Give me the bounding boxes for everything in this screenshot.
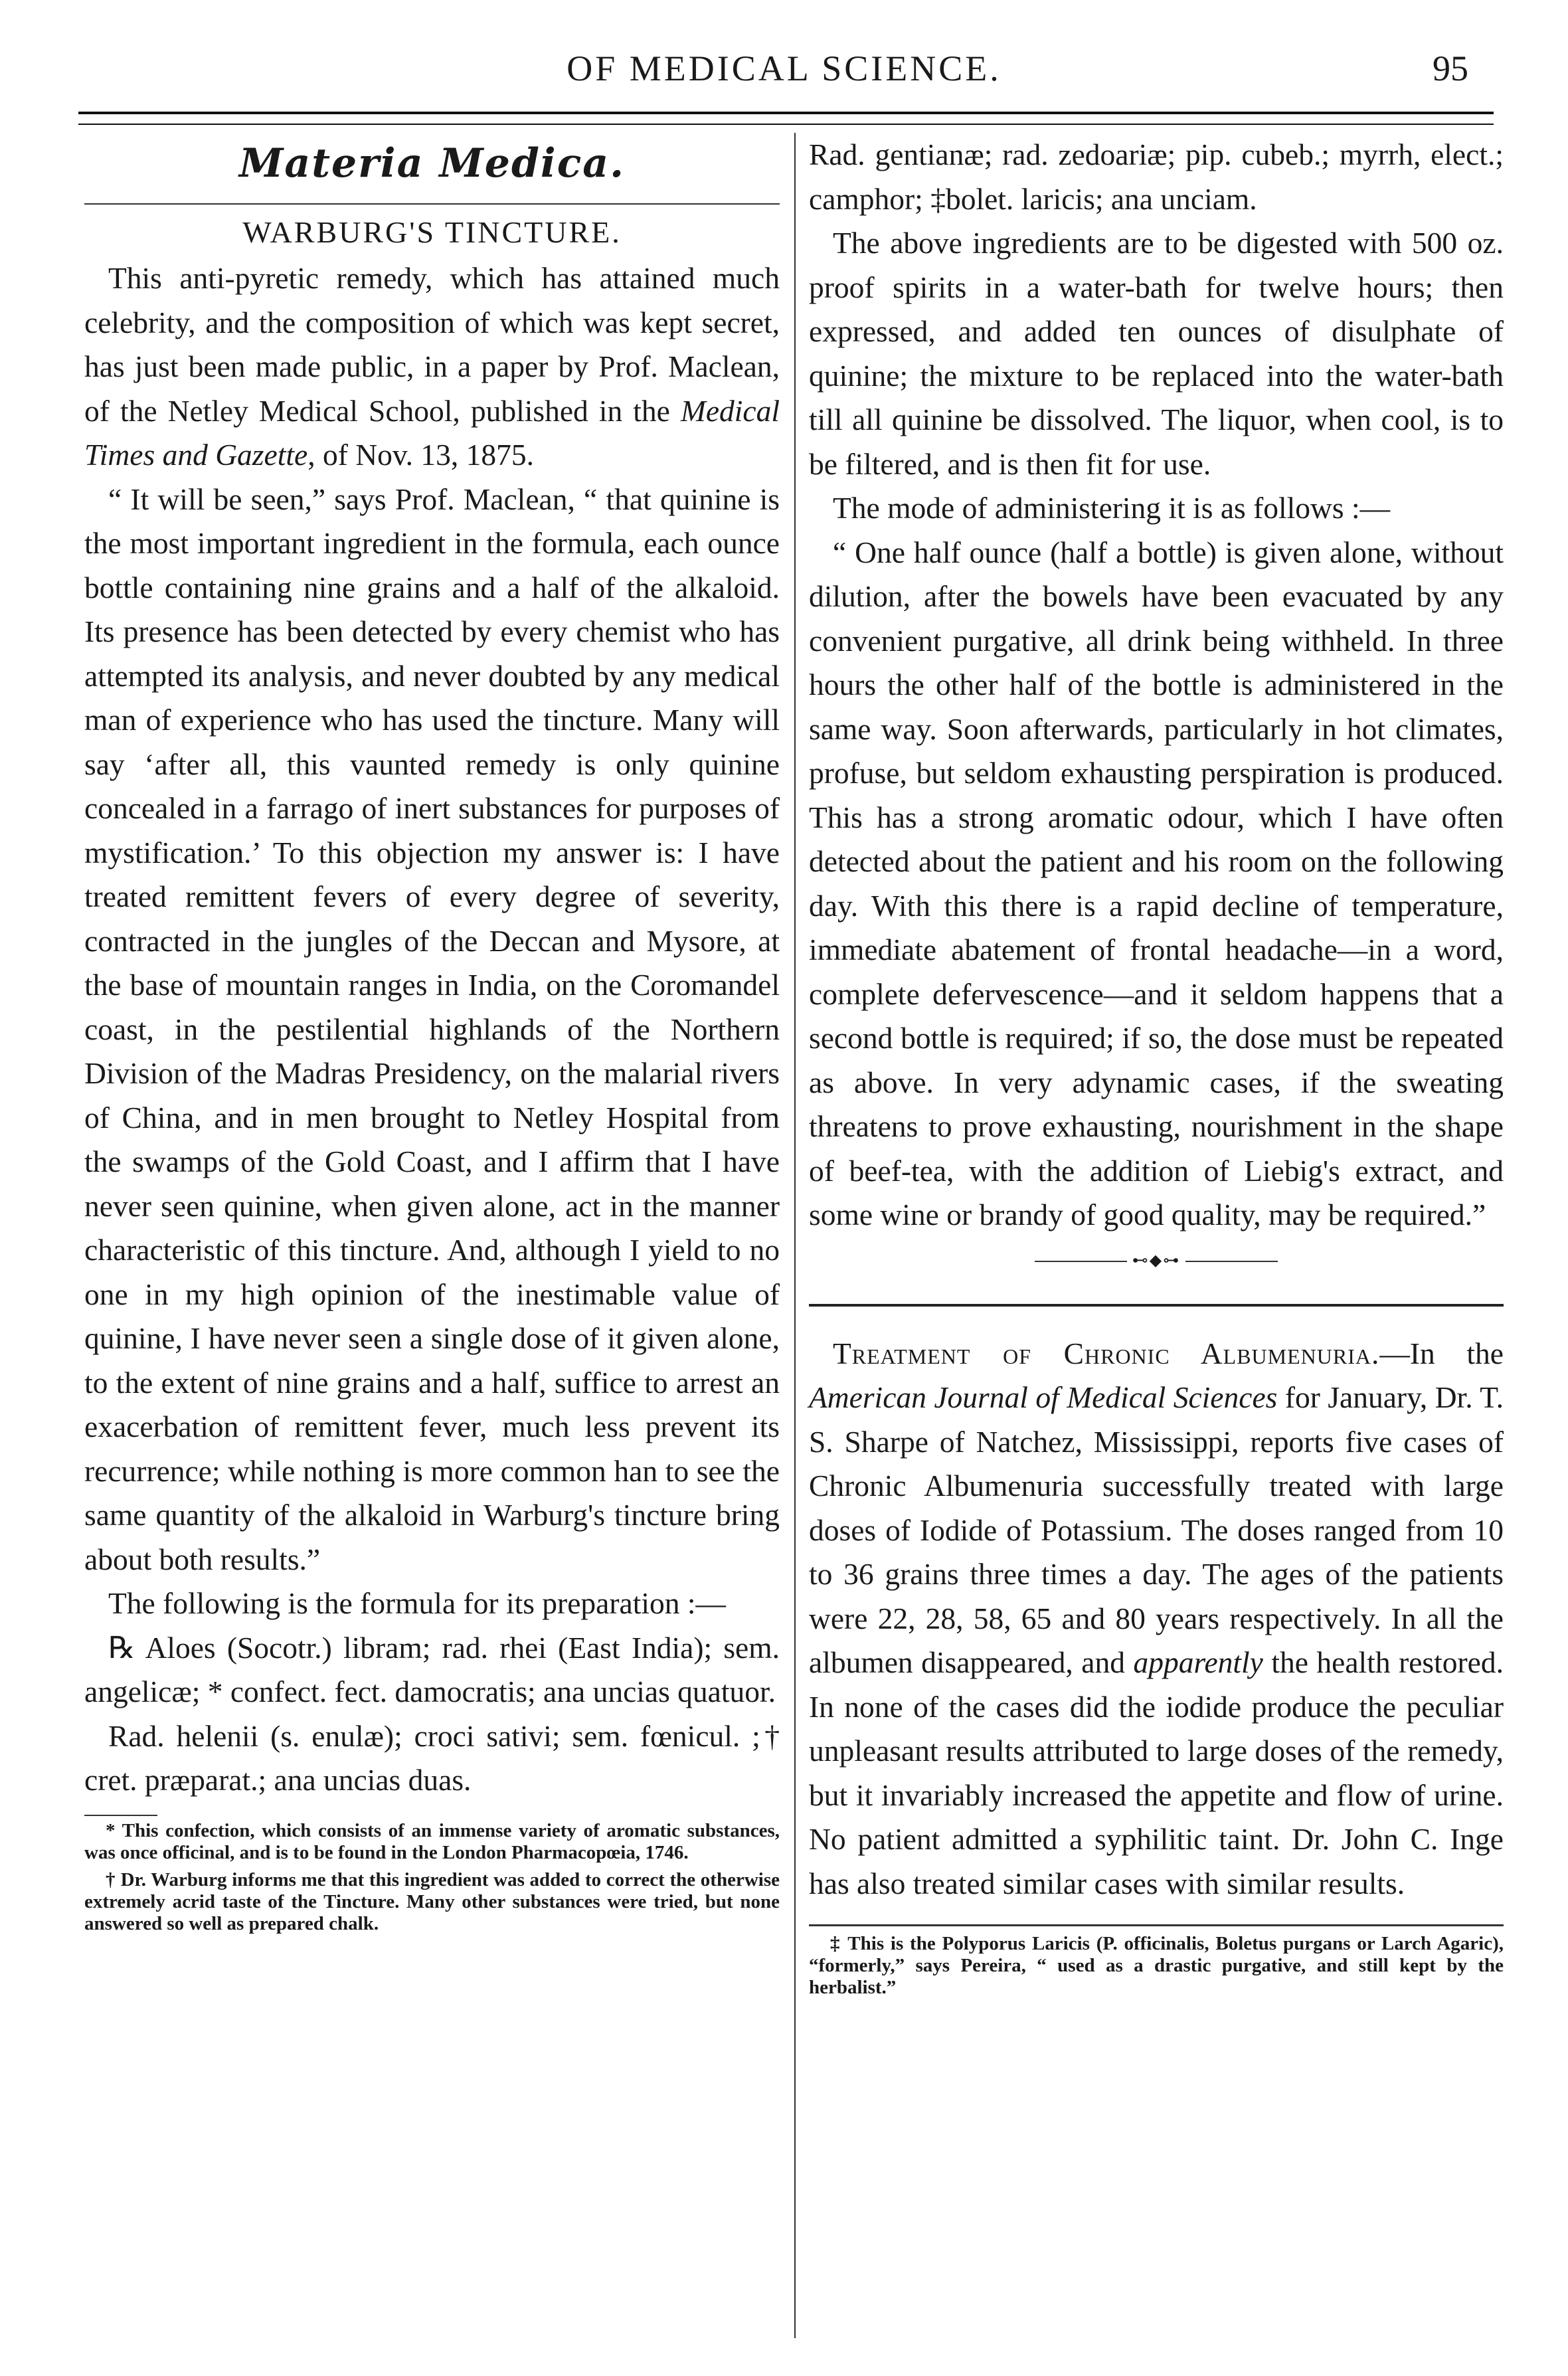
formula-paragraph: Rad. helenii (s. enulæ); croci sativi; sem. fœnicul. ;† cret. præparat.; ana uncias duas. (84, 1718, 780, 1797)
paragraph: The above ingredients are to be digested with 500 oz. proof spirits in a water-bath for twelve hours; then expressed, and added ten ounces of disulphate of quinine; the mixture to be replaced into the water-bath till all quinine be dissolved. The liquor, when cool, is to be filtered, and is then fit for use. (809, 226, 1504, 481)
paragraph: The mode of administering it is as follows :— (833, 491, 1391, 525)
paragraph: The following is the formula for its preparation :— (108, 1586, 726, 1620)
column-separator (794, 133, 796, 2338)
footnotes (84, 1820, 780, 1935)
header-rule-thin (78, 124, 1494, 125)
paragraph: “ One half ounce (half a bottle) is given alone, without dilution, after the bowels have been evacuated by any convenient purgative, all drink being withheld. In three hours the other half of the bottle is administered in the same way. Soon afterwards, particularly in hot climates, profuse, but seldom exhausting perspiration is produced. This has a strong aromatic odour, which I have often detected about the patient and his room on the following day. With this there is a rapid decline of temperature, immediate abatement of frontal headache—in a word, complete defervescence—and it seldom happens that a second bottle is required; if so, the dose must be repeated as above. In very adynamic cases, if the sweating threatens to prove exhausting, nourishment in the shape of beef-tea, with the addition of Liebig's extract, and some wine or brandy of good quality, may be required.” (809, 535, 1504, 1232)
paragraph: This anti-pyretic remedy, which has attained much celebrity, and the composition of which was kept secret, has just been made public, in a paper by Prof. Maclean, of the Netley Medical School, published in the Medical Times and Gazette, of Nov. 13, 1875. (84, 261, 780, 472)
article-title: Treatment of Chronic Albumenuria. (833, 1336, 1380, 1370)
header-rule-thick (78, 112, 1494, 114)
article-title: WARBURG'S TINCTURE. (242, 215, 622, 249)
left-column (84, 133, 780, 1940)
footnotes (809, 1924, 1504, 1999)
journal-name: American Journal of Medical Sciences (809, 1380, 1278, 1414)
footnote: * This confection, which consists of an immense variety of aromatic substances, was once officinal, and is to be found in the London Pharmacopœia, 1746. (84, 1819, 780, 1863)
formula-paragraph: ℞ Aloes (Socotr.) libram; rad. rhei (East India); sem. angelicæ; * confect. fect. damocratis; ana uncias quatuor. (84, 1630, 780, 1708)
running-title: OF MEDICAL SCIENCE. (566, 48, 1002, 88)
footnote: ‡ This is the Polyporus Laricis (P. officinalis, Boletus purgans or Larch Agaric), “formerly,” says Pereira, “ used as a drastic purgative, and still kept by the herbalist.” (809, 1933, 1504, 1998)
footnote-rule (84, 1815, 157, 1816)
right-column (809, 133, 1504, 2004)
running-head (0, 39, 1568, 92)
section-heading: Materia Medica. (84, 133, 780, 205)
formula-paragraph: Rad. gentianæ; rad. zedoariæ; pip. cubeb.; myrrh, elect.; camphor; ‡bolet. laricis; ana unciam. (809, 137, 1504, 216)
paragraph: “ It will be seen,” says Prof. Maclean, “ that quinine is the most important ingredient in the formula, each ounce bottle containing nine grains and a half of the alkaloid. Its presence has been detected by every chemist who has attempted its analysis, and never doubted by any medical man of experience who has used the tincture. Many will say ‘after all, this vaunted remedy is only quinine concealed in a farrago of inert substances for purposes of mystification.’ To this objection my answer is: I have treated remittent fevers of every degree of severity, contracted in the jungles of the Deccan and Mysore, at the base of mountain ranges in India, on the Coromandel coast, in the pestilential highlands of the Northern Division of the Madras Presidency, on the malarial rivers of China, and in men brought to Netley Hospital from the swamps of the Gold Coast, and I affirm that I have never seen quinine, when given alone, act in the manner characteristic of this tincture. And, although I yield to no one in my high opinion of the inestimable value of quinine, I have never seen a single dose of it given alone, to the extent of nine grains and a half, suffice to arrest an exacerbation of remittent fever, much less prevent its recurrence; while nothing is more common han to see the same quantity of the alkaloid in Warburg's tincture bring about both results.” (84, 482, 780, 1576)
section-rule (809, 1304, 1504, 1307)
journal-name: Medical Times and Gazette (84, 393, 780, 472)
paragraph: Treatment of Chronic Albumenuria.—In the American Journal of Medical Sciences for January, Dr. T. S. Sharpe of Natchez, Mississippi, reports five cases of Chronic Albumenuria successfully treated with large doses of Iodide of Potassium. The doses ranged from 10 to 36 grains three times a day. The ages of the patients were 22, 28, 58, 65 and 80 years respectively. In all the albumen disappeared, and apparently the health restored. In none of the cases did the iodide produce the peculiar unpleasant results attributed to large doses of the remedy, but it invariably increased the appetite and flow of urine. No patient admitted a syphilitic taint. Dr. John C. Inge has also treated similar cases with similar results. (809, 1336, 1504, 1900)
page-number: 95 (1433, 48, 1468, 88)
separator-ornament: ⊷◆⊶ (809, 1237, 1504, 1284)
footnote: † Dr. Warburg informs me that this ingredient was added to correct the otherwise extremely acrid taste of the Tincture. Many other substances were tried, but none answered so well as prepared chalk. (84, 1869, 780, 1934)
